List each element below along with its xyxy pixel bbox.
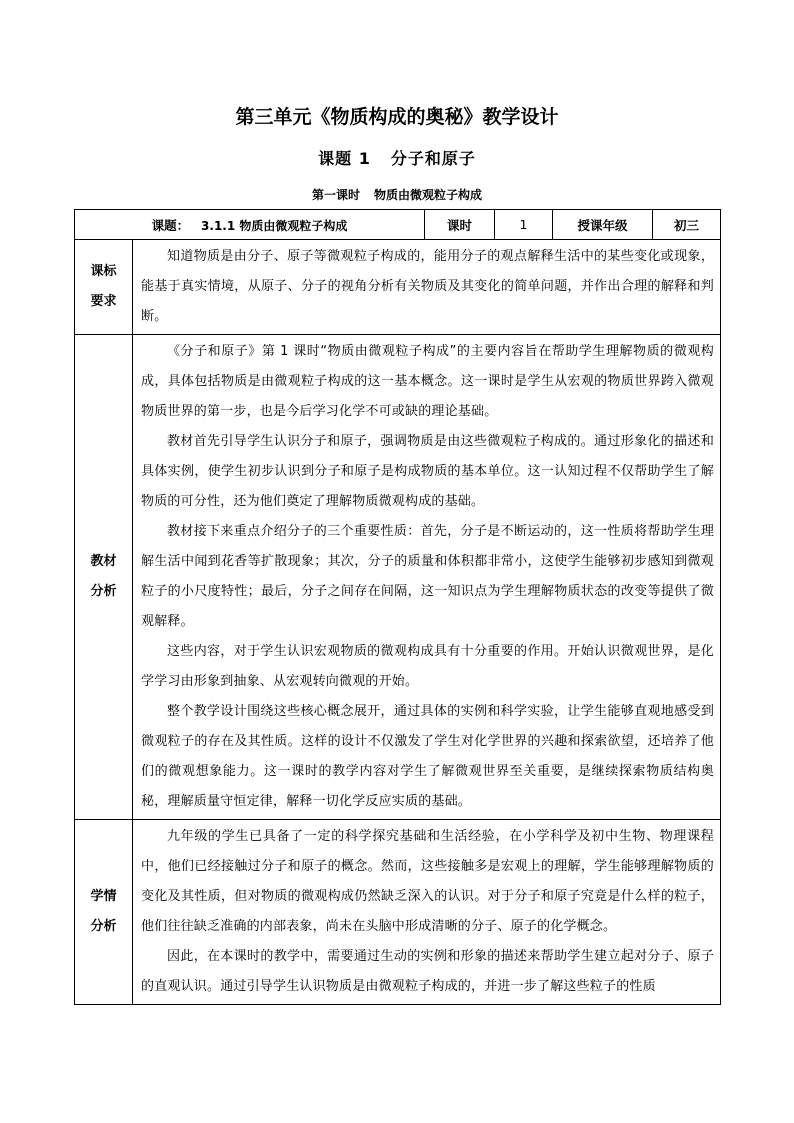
lesson-heading: [0, 186, 794, 203]
paragraph: 整个教学设计围绕这些核心概念展开，通过具体的实例和科学实验，让学生能够直观地感受到微观粒子的存在及其性质。这样的设计不仅激发了学生对化学世界的兴趣和探索欲望，还培养了他们的微观想象能力。这一课时的教学内容对学生了解微观世界至关重要，是继续探索物质结构奥秘，理解质量守恒定律，解释一切化学反应实质的基础。: [141, 704, 715, 809]
lesson-plan-table: [74, 209, 721, 1005]
topic-label: 课题 1: [318, 149, 371, 168]
material-row: [75, 335, 721, 820]
info-topic-value: 3.1.1 物质由微观粒子构成: [201, 218, 348, 233]
paragraph: 知道物质是由分子、原子等微观粒子构成的，能用分子的观点解释生活中的某些变化或现象，能基于真实情境，从原子、分子的视角分析有关物质及其变化的简单问题，并作出合理的解释和判断。: [141, 249, 715, 324]
hours-value: 1: [495, 210, 553, 240]
paragraph: 这些内容，对于学生认识宏观物质的微观构成具有十分重要的作用。开始认识微观世界，是化学学习由形象到抽象、从宏观转向微观的开始。: [141, 644, 715, 689]
students-label: 学情 分析: [75, 820, 133, 1005]
info-topic-label: 课题：: [151, 217, 190, 233]
students-content: [133, 820, 721, 1005]
standards-content: [133, 240, 721, 335]
standards-row: [75, 240, 721, 335]
standards-label: 课标 要求: [75, 240, 133, 335]
material-content: [133, 335, 721, 820]
topic-name: 分子和原子: [390, 149, 476, 168]
info-row: [75, 210, 721, 240]
paragraph: 因此，在本课时的教学中，需要通过生动的实例和形象的描述来帮助学生建立起对分子、原子的直观认识。通过引导学生认识物质是由微观粒子构成的，并进一步了解这些粒子的性质: [141, 949, 715, 994]
topic-heading: [0, 146, 794, 169]
grade-value: 初三: [653, 210, 721, 240]
paragraph: 《分子和原子》第 1 课时“物质由微观粒子构成”的主要内容旨在帮助学生理解物质的微观构成，具体包括物质是由微观粒子构成的这一基本概念。这一课时是学生从宏观的物质世界跨入微观物质世界的第一步，也是今后学习化学不可或缺的理论基础。: [141, 344, 715, 419]
grade-label: 授课年级: [553, 210, 653, 240]
lesson-name: 物质由微观粒子构成: [374, 188, 483, 202]
hours-label: 课时: [425, 210, 495, 240]
material-label: 教材 分析: [75, 335, 133, 820]
paragraph: 教材首先引导学生认识分子和原子，强调物质是由这些微观粒子构成的。通过形象化的描述和具体实例，使学生初步认识到分子和原子是构成物质的基本单位。这一认知过程不仅帮助学生了解物质的可分性，还为他们奠定了理解物质微观构成的基础。: [141, 434, 715, 509]
lesson-label: 第一课时: [311, 188, 360, 202]
students-row: [75, 820, 721, 1005]
topic-cell: [75, 210, 425, 240]
paragraph: 九年级的学生已具备了一定的科学探究基础和生活经验，在小学科学及初中生物、物理课程中，他们已经接触过分子和原子的概念。然而，这些接触多是宏观上的理解，学生能够理解物质的变化及其性质，但对物质的微观构成仍然缺乏深入的认识。对于分子和原子究竟是什么样的粒子，他们往往缺乏准确的内部表象，尚未在头脑中形成清晰的分子、原子的化学概念。: [141, 829, 715, 934]
unit-title: 第三单元《物质构成的奥秘》教学设计: [235, 106, 559, 128]
paragraph: 教材接下来重点介绍分子的三个重要性质：首先，分子是不断运动的，这一性质将帮助学生理解生活中闻到花香等扩散现象；其次，分子的质量和体积都非常小，这使学生能够初步感知到微观粒子的小尺度特性；最后，分子之间存在间隔，这一知识点为学生理解物质状态的改变等提供了微观解释。: [141, 524, 715, 629]
